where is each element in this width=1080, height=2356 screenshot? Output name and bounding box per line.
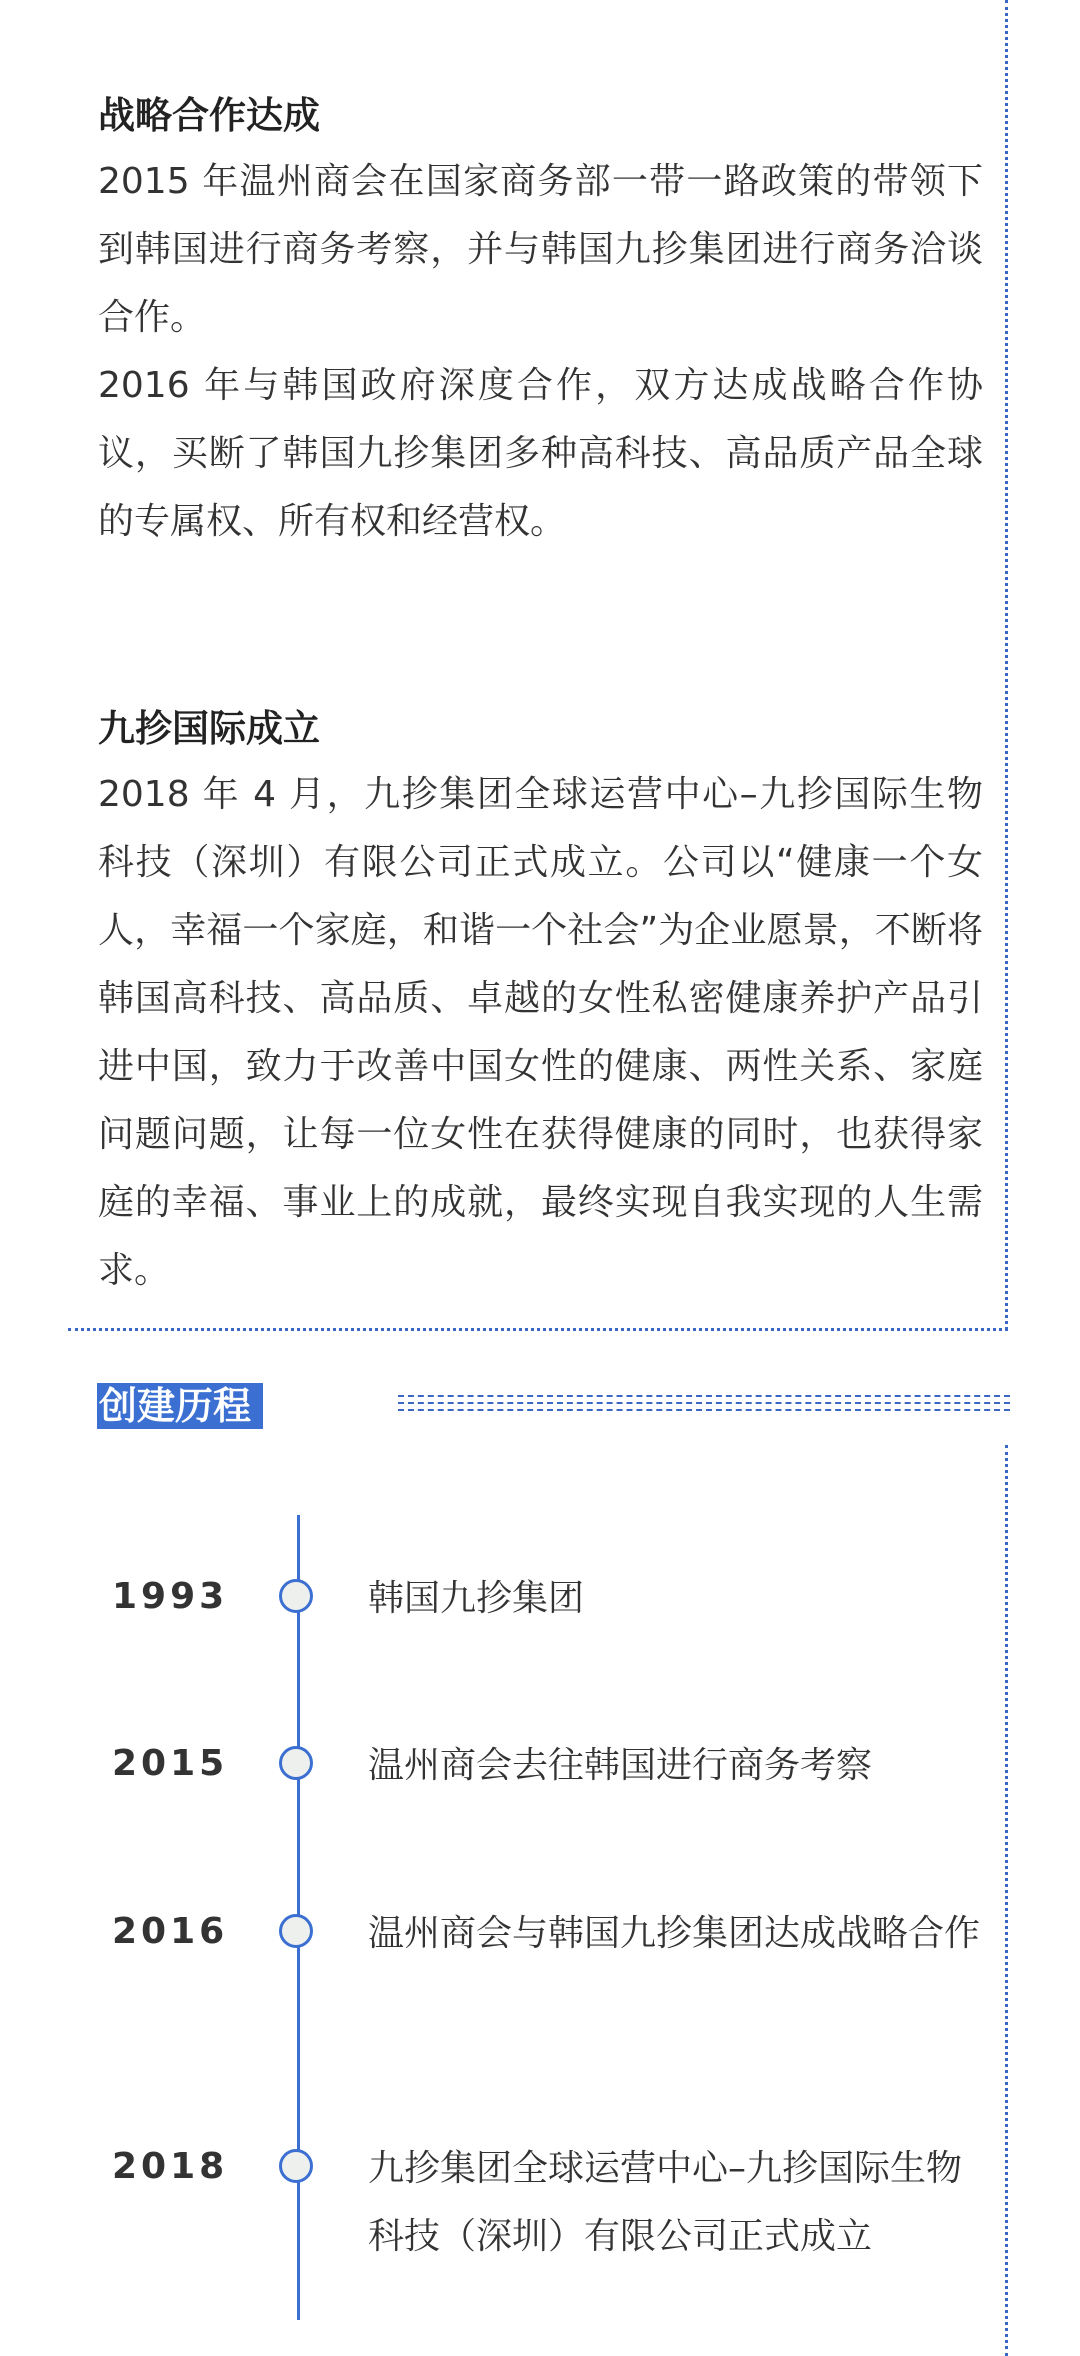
section-company-founded — [98, 705, 983, 1305]
dotted-frame-bottom — [68, 1328, 1008, 1331]
timeline-dot-icon — [279, 1914, 313, 1948]
timeline-year: 2018 — [112, 2146, 229, 2187]
timeline-year: 1993 — [112, 1576, 229, 1617]
dotted-frame-right — [1005, 0, 1008, 1330]
section-heading: 九抮国际成立 — [98, 707, 320, 750]
section-heading: 战略合作达成 — [98, 94, 320, 137]
section-paragraph: 2016 年与韩国政府深度合作，双方达成战略合作协议，买断了韩国九抮集团多种高科技、高品质产品全球的专属权、所有权和经营权。 — [98, 365, 983, 543]
timeline-text: 韩国九抮集团 — [368, 1578, 585, 1619]
section-paragraph: 2018 年 4 月，九抮集团全球运营中心–九抮国际生物科技（深圳）有限公司正式成立。公司以“健康一个女人，幸福一个家庭，和谐一个社会”为企业愿景，不断将韩国高科技、高品质、卓越的女性私密健康养护产品引进中国，致力于改善中国女性的健康、两性关系、家庭问题问题，让每一位女性在获得健康的同时，也获得家庭的幸福、事业上的成就，最终实现自我实现的人生需求。 — [98, 774, 983, 1292]
timeline-year: 2016 — [112, 1911, 229, 1952]
timeline-text: 九抮集团全球运营中心–九抮国际生物科技（深圳）有限公司正式成立 — [368, 2148, 963, 2257]
dotted-frame-right-lower — [1005, 1445, 1008, 2356]
timeline-text: 温州商会与韩国九抮集团达成战略合作 — [368, 1913, 981, 1954]
title-decoration-lines — [398, 1395, 1010, 1415]
timeline-year: 2015 — [112, 1743, 229, 1784]
timeline-text: 温州商会去往韩国进行商务考察 — [368, 1745, 873, 1786]
section-paragraph: 2015 年温州商会在国家商务部一带一路政策的带领下到韩国进行商务考察，并与韩国九抮集团进行商务洽谈合作。 — [98, 161, 983, 339]
timeline-dot-icon — [279, 1746, 313, 1780]
history-title: 创建历程 — [97, 1383, 263, 1429]
section-strategic-cooperation — [98, 92, 983, 556]
timeline-dot-icon — [279, 2149, 313, 2183]
timeline-dot-icon — [279, 1579, 313, 1613]
